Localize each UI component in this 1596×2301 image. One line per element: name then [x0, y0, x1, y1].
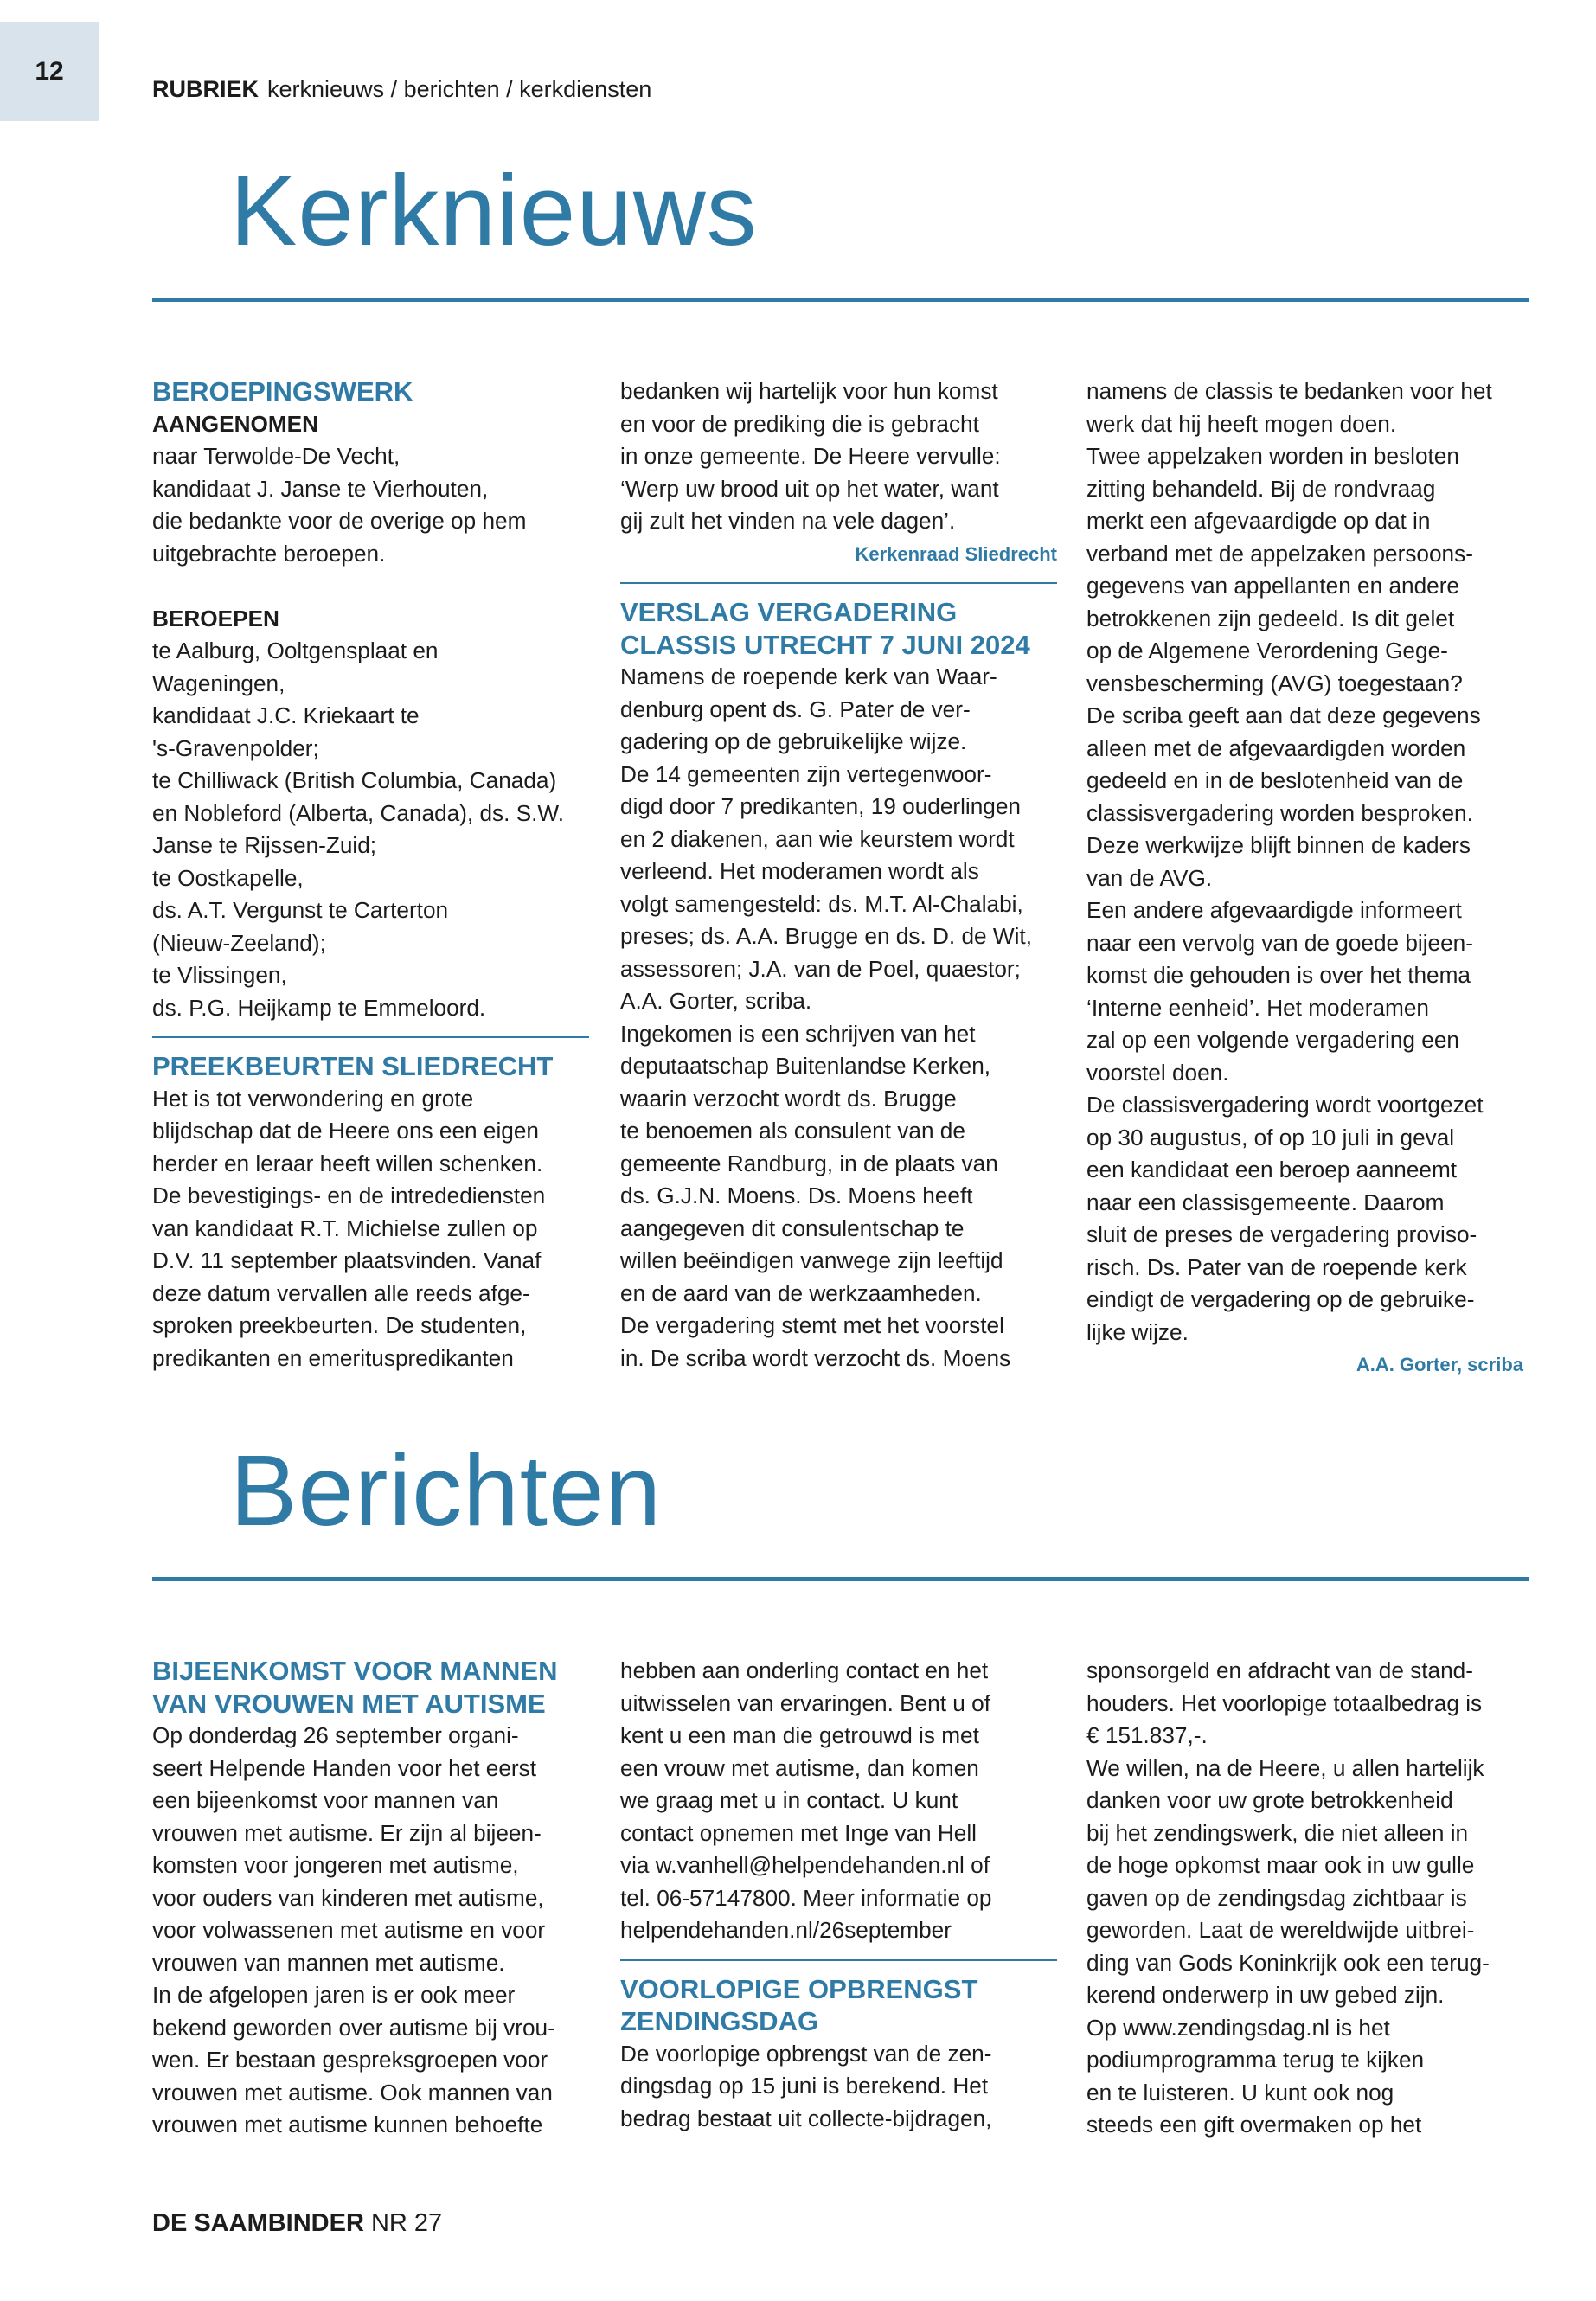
- text-line: blijdschap dat de Heere ons een eigen: [152, 1118, 539, 1144]
- footer-issue: NR 27: [370, 2209, 443, 2237]
- text-line: gij zult het vinden na vele dagen’.: [620, 508, 956, 534]
- subheading-aangenomen: AANGENOMEN: [152, 410, 319, 437]
- text-line: gedeeld en in de beslotenheid van de: [1086, 767, 1464, 793]
- text-line: bedrag bestaat uit collecte-bijdragen,: [620, 2105, 992, 2131]
- text-line: De scriba geeft aan dat deze gegevens: [1086, 702, 1481, 728]
- text-line: Een andere afgevaardigde informeert: [1086, 897, 1462, 923]
- text-line: te Chilliwack (British Columbia, Canada): [152, 767, 557, 793]
- paragraph: [152, 1720, 589, 2142]
- text-line: op de Algemene Verordening Gege-: [1086, 638, 1448, 663]
- paragraph: [152, 635, 589, 1024]
- text-line: kerend onderwerp in uw gebed zijn.: [1086, 1982, 1445, 2008]
- berichten-column-2: [620, 1655, 1057, 2135]
- text-line: in onze gemeente. De Heere vervulle:: [620, 443, 1001, 469]
- text-line: namens de classis te bedanken voor het: [1086, 378, 1492, 404]
- text-line: op 30 augustus, of op 10 juli in geval: [1086, 1124, 1455, 1150]
- text-line: 's-Gravenpolder;: [152, 734, 319, 761]
- text-line: kent u een man die getrouwd is met: [620, 1722, 979, 1748]
- text-line: volgt samengesteld: ds. M.T. Al-Chalabi,: [620, 890, 1023, 917]
- text-line: preses; ds. A.A. Brugge en ds. D. de Wit,: [620, 923, 1032, 949]
- text-line: risch. Ds. Pater van de roepende kerk: [1086, 1253, 1467, 1280]
- heading-preekbeurten: PREEKBEURTEN SLIEDRECHT: [152, 1051, 554, 1081]
- text-line: hebben aan onderling contact en het: [620, 1657, 989, 1683]
- text-line: houders. Het voorlopige totaalbedrag is: [1086, 1689, 1483, 1716]
- text-line: dingsdag op 15 juni is berekend. Het: [620, 2073, 989, 2099]
- text-line: voorstel doen.: [1086, 1059, 1229, 1086]
- rubriek-header: [152, 76, 651, 103]
- text-line: seert Helpende Handen voor het eerst: [152, 1754, 537, 1781]
- text-line: betrokkenen zijn gedeeld. Is dit gelet: [1086, 605, 1455, 631]
- subheading-beroepen: BEROEPEN: [152, 605, 279, 631]
- section-title-berichten: Berichten: [230, 1434, 663, 1547]
- text-line: de hoge opkomst maar ook in uw gulle: [1086, 1852, 1475, 1878]
- rubriek-label: RUBRIEK: [152, 76, 260, 102]
- text-line: De vergadering stemt met het voorstel: [620, 1312, 1004, 1338]
- text-line: lijke wijze.: [1086, 1318, 1189, 1345]
- text-line: Op donderdag 26 september organi-: [152, 1722, 519, 1748]
- text-line: danken voor uw grote betrokkenheid: [1086, 1787, 1453, 1813]
- text-line: we graag met u in contact. U kunt: [620, 1787, 958, 1813]
- text-line: classisvergadering worden besproken.: [1086, 799, 1473, 826]
- text-line: zal op een volgende vergadering een: [1086, 1027, 1459, 1053]
- footer: [152, 2209, 442, 2238]
- text-line: te Vlissingen,: [152, 962, 287, 988]
- text-line: vrouwen met autisme kunnen behoefte: [152, 2112, 543, 2138]
- text-line: bekend geworden over autisme bij vrou-: [152, 2014, 555, 2041]
- text-line: vensbescherming (AVG) toegestaan?: [1086, 670, 1463, 696]
- text-line: eindigt de vergadering op de gebruike-: [1086, 1286, 1475, 1312]
- text-line: In de afgelopen jaren is er ook meer: [152, 1982, 516, 2008]
- text-line: vrouwen van mannen met autisme.: [152, 1949, 505, 1976]
- berichten-column-3: [1086, 1655, 1523, 2142]
- paragraph: [152, 1083, 589, 1375]
- text-line: willen beëindigen vanwege zijn leeftijd: [620, 1247, 1003, 1273]
- text-line: € 151.837,-.: [1086, 1722, 1208, 1748]
- text-line: gegevens van appellanten en andere: [1086, 573, 1459, 599]
- text-line: werk dat hij heeft mogen doen.: [1086, 410, 1397, 437]
- heading-opbrengst-line2: ZENDINGSDAG: [620, 2006, 819, 2036]
- text-line: Namens de roepende kerk van Waar-: [620, 663, 997, 689]
- text-line: sponsorgeld en afdracht van de stand-: [1086, 1657, 1473, 1683]
- text-line: alleen met de afgevaardigden worden: [1086, 734, 1466, 761]
- text-line: die bedankte voor de overige op hem: [152, 508, 527, 534]
- text-line: podiumprogramma terug te kijken: [1086, 2047, 1425, 2073]
- text-line: vrouwen met autisme. Er zijn al bijeen-: [152, 1819, 542, 1846]
- text-line: vrouwen met autisme. Ook mannen van: [152, 2079, 553, 2106]
- text-line: Het is tot verwondering en grote: [152, 1085, 474, 1112]
- text-line: te Oostkapelle,: [152, 864, 304, 891]
- text-line: deze datum vervallen alle reeds afge-: [152, 1279, 530, 1306]
- paragraph: [1086, 375, 1523, 1349]
- text-line: assessoren; J.A. van de Poel, quaestor;: [620, 955, 1021, 982]
- text-line: een vrouw met autisme, dan komen: [620, 1754, 979, 1781]
- text-line: sproken preekbeurten. De studenten,: [152, 1312, 527, 1338]
- text-line: steeds een gift overmaken op het: [1086, 2112, 1422, 2138]
- text-line: waarin verzocht wordt ds. Brugge: [620, 1085, 957, 1112]
- text-line: Deze werkwijze blijft binnen de kaders: [1086, 832, 1471, 858]
- section-divider: [152, 1577, 1529, 1581]
- text-line: ds. G.J.N. Moens. Ds. Moens heeft: [620, 1183, 973, 1208]
- text-line: en de aard van de werkzaamheden.: [620, 1279, 982, 1306]
- paragraph: [620, 661, 1057, 1375]
- text-line: helpendehanden.nl/26september: [620, 1917, 952, 1943]
- text-line: voor volwassenen met autisme en voor: [152, 1917, 546, 1943]
- text-line: in. De scriba wordt verzocht ds. Moens: [620, 1344, 1011, 1371]
- text-line: denburg opent ds. G. Pater de ver-: [620, 695, 971, 722]
- text-line: Ingekomen is een schrijven van het: [620, 1020, 976, 1047]
- text-line: te Aalburg, Ooltgensplaat en: [152, 638, 439, 663]
- text-line: De classisvergadering wordt voortgezet: [1086, 1092, 1484, 1118]
- text-line: deputaatschap Buitenlandse Kerken,: [620, 1053, 991, 1079]
- section-title-kerknieuws: Kerknieuws: [230, 154, 758, 266]
- text-line: D.V. 11 september plaatsvinden. Vanaf: [152, 1247, 542, 1273]
- text-line: en te luisteren. U kunt ook nog: [1086, 2079, 1394, 2106]
- text-line: een bijeenkomst voor mannen van: [152, 1787, 499, 1813]
- text-line: een kandidaat een beroep aanneemt: [1086, 1157, 1458, 1183]
- text-line: gadering op de gebruikelijke wijze.: [620, 728, 967, 754]
- kerknieuws-column-1: [152, 375, 589, 1375]
- text-line: De 14 gemeenten zijn vertegenwoor-: [620, 760, 992, 787]
- text-line: en Nobleford (Alberta, Canada), ds. S.W.: [152, 799, 564, 826]
- article-divider: [620, 1959, 1057, 1961]
- heading-verslag: VERSLAG VERGADERING: [620, 597, 958, 627]
- text-line: verband met de appelzaken persoons-: [1086, 540, 1473, 567]
- footer-publication: DE SAAMBINDER: [152, 2209, 364, 2237]
- text-line: Wageningen,: [152, 670, 285, 696]
- paragraph: [620, 2038, 1057, 2136]
- page-number: 12: [0, 22, 99, 121]
- kerknieuws-column-3: [1086, 375, 1523, 1381]
- heading-beroepingswerk: BEROEPINGSWERK: [152, 376, 413, 407]
- text-line: digd door 7 predikanten, 19 ouderlingen: [620, 793, 1021, 819]
- text-line: via w.vanhell@helpendehanden.nl of: [620, 1852, 990, 1878]
- text-line: merkt een afgevaardigde op dat in: [1086, 508, 1431, 534]
- heading-verslag-line2: CLASSIS UTRECHT 7 JUNI 2024: [620, 629, 1030, 660]
- text-line: ‘Werp uw brood uit op het water, want: [620, 475, 999, 502]
- section-divider: [152, 298, 1529, 302]
- rubriek-path: kerknieuws / berichten / kerkdiensten: [267, 76, 652, 102]
- text-line: contact opnemen met Inge van Hell: [620, 1819, 977, 1846]
- heading-bijeenkomst-line2: VAN VROUWEN MET AUTISME: [152, 1688, 546, 1719]
- text-line: en voor de prediking die is gebracht: [620, 410, 979, 437]
- heading-opbrengst: VOORLOPIGE OPBRENGST: [620, 1973, 978, 2004]
- text-line: naar een vervolg van de goede bijeen-: [1086, 929, 1473, 956]
- text-line: (Nieuw-Zeeland);: [152, 929, 326, 956]
- text-line: van de AVG.: [1086, 864, 1213, 891]
- text-line: Janse te Rijssen-Zuid;: [152, 832, 377, 858]
- text-line: A.A. Gorter, scriba.: [620, 988, 812, 1014]
- text-line: gemeente Randburg, in de plaats van: [620, 1150, 998, 1176]
- text-line: komsten voor jongeren met autisme,: [152, 1852, 519, 1878]
- text-line: bij het zendingswerk, die niet alleen in: [1086, 1819, 1469, 1846]
- heading-bijeenkomst: BIJEENKOMST VOOR MANNEN: [152, 1656, 558, 1686]
- text-line: kandidaat J. Janse te Vierhouten,: [152, 475, 489, 502]
- text-line: ds. P.G. Heijkamp te Emmeloord.: [152, 994, 486, 1021]
- kerknieuws-column-2: [620, 375, 1057, 1375]
- text-line: te benoemen als consulent van de: [620, 1118, 965, 1144]
- text-line: Twee appelzaken worden in besloten: [1086, 443, 1459, 469]
- text-line: sluit de preses de vergadering proviso-: [1086, 1221, 1477, 1247]
- text-line: en 2 diakenen, aan wie keurstem wordt: [620, 825, 1015, 852]
- text-line: predikanten en emerituspredikanten: [152, 1344, 514, 1371]
- text-line: naar Terwolde-De Vecht,: [152, 443, 401, 469]
- text-line: De voorlopige opbrengst van de zen-: [620, 2040, 992, 2067]
- text-line: bedanken wij hartelijk voor hun komst: [620, 378, 998, 404]
- signature-scriba: A.A. Gorter, scriba: [1356, 1354, 1523, 1375]
- text-line: zitting behandeld. Bij de rondvraag: [1086, 475, 1436, 502]
- text-line: tel. 06-57147800. Meer informatie op: [620, 1884, 992, 1911]
- paragraph: [620, 1655, 1057, 1947]
- article-divider: [620, 582, 1057, 584]
- text-line: komst die gehouden is over het thema: [1086, 962, 1471, 988]
- signature-kerkenraad: Kerkenraad Sliedrecht: [855, 542, 1057, 565]
- text-line: van kandidaat R.T. Michielse zullen op: [152, 1215, 538, 1241]
- paragraph: [152, 440, 589, 570]
- berichten-column-1: [152, 1655, 589, 2142]
- paragraph: [620, 375, 1057, 538]
- text-line: herder en leraar heeft willen schenken.: [152, 1150, 543, 1176]
- text-line: ding van Gods Koninkrijk ook een terug-: [1086, 1949, 1490, 1976]
- text-line: uitwisselen van ervaringen. Bent u of: [620, 1689, 990, 1716]
- text-line: De bevestigings- en de intredediensten: [152, 1183, 546, 1208]
- text-line: ds. A.T. Vergunst te Carterton: [152, 897, 449, 923]
- text-line: ‘Interne eenheid’. Het moderamen: [1086, 994, 1429, 1021]
- text-line: We willen, na de Heere, u allen hartelijk: [1086, 1754, 1484, 1781]
- text-line: Op www.zendingsdag.nl is het: [1086, 2014, 1390, 2041]
- text-line: voor ouders van kinderen met autisme,: [152, 1884, 544, 1911]
- text-line: uitgebrachte beroepen.: [152, 540, 386, 567]
- text-line: geworden. Laat de wereldwijde uitbrei-: [1086, 1917, 1475, 1943]
- paragraph: [1086, 1655, 1523, 2142]
- text-line: kandidaat J.C. Kriekaart te: [152, 702, 420, 728]
- text-line: wen. Er bestaan gespreksgroepen voor: [152, 2047, 548, 2073]
- text-line: gaven op de zendingsdag zichtbaar is: [1086, 1884, 1467, 1911]
- text-line: naar een classisgemeente. Daarom: [1086, 1189, 1445, 1215]
- text-line: verleend. Het moderamen wordt als: [620, 858, 979, 884]
- article-divider: [152, 1036, 589, 1038]
- text-line: aangegeven dit consulentschap te: [620, 1215, 965, 1241]
